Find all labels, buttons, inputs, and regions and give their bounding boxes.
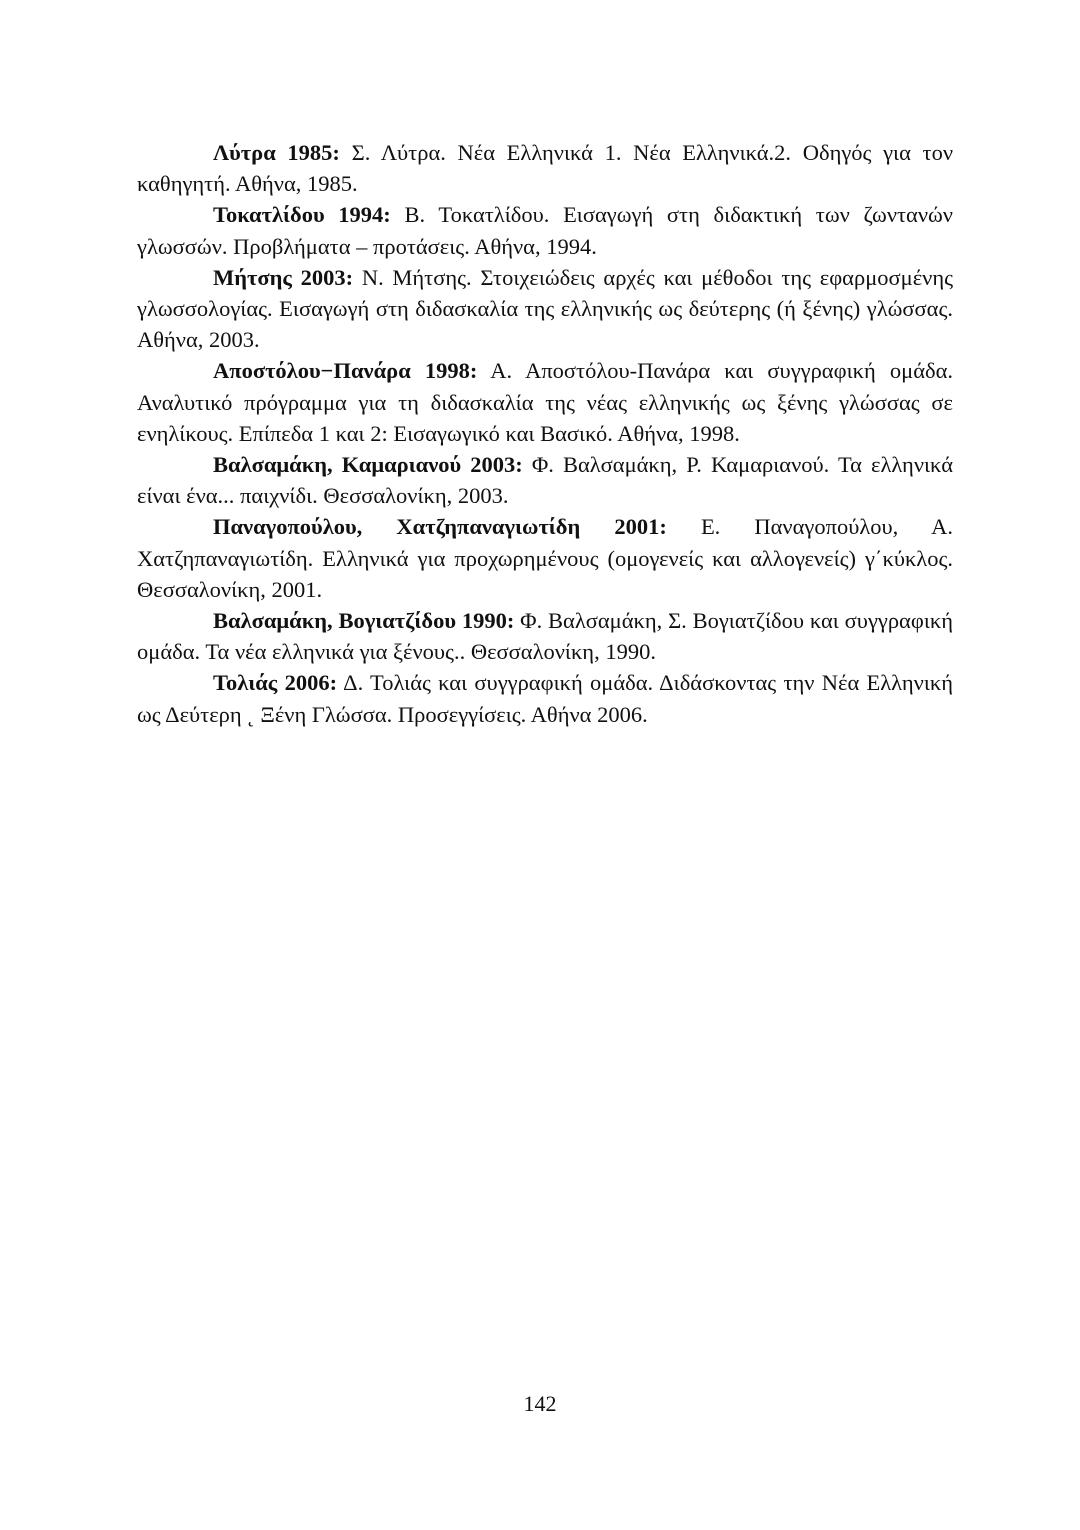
- bibliography-entry: [137, 199, 953, 261]
- bibliography-list: [137, 137, 953, 730]
- entry-citation-key: Αποστόλου−Πανάρα 1998:: [213, 358, 478, 384]
- bibliography-entry: [137, 137, 953, 199]
- entry-citation-key: Βαλσαμάκη, Βογιατζίδου 1990:: [213, 608, 515, 634]
- bibliography-entry: [137, 449, 953, 511]
- entry-text: Φ. Βαλσαμάκη, Σ. Βογιατζίδου και συγγραφική ομάδα. Τα νέα ελληνικά για ξένους.. Θεσσαλονίκη, 1990.: [137, 608, 953, 665]
- entry-text: Β. Τοκατλίδου. Εισαγωγή στη διδακτική των ζωντανών γλωσσών. Προβλήματα – προτάσεις. Αθήνα, 1994.: [137, 202, 953, 259]
- entry-citation-key: Λύτρα 1985:: [213, 140, 340, 165]
- entry-text: Ν. Μήτσης. Στοιχειώδεις αρχές και μέθοδοι της εφαρμοσμένης γλωσσολογίας. Εισαγωγή στη διδασκαλία της ελληνικής ως δεύτερης (ή ξένης) γλώσσας. Αθήνα, 2003.: [137, 264, 953, 353]
- entry-text: Φ. Βαλσαμάκη, Ρ. Καμαριανού. Τα ελληνικά είναι ένα... παιχνίδι. Θεσσαλονίκη, 2003.: [137, 452, 953, 509]
- bibliography-entry: [137, 262, 953, 356]
- entry-text: Δ. Τολιάς και συγγραφική ομάδα. Διδάσκοντας την Νέα Ελληνική ως Δεύτερη ˛ Ξένη Γλώσσα. Προσεγγίσεις. Αθήνα 2006.: [137, 670, 953, 727]
- entry-text: Ε. Παναγοπούλου, Α. Χατζηπαναγιωτίδη. Ελληνικά για προχωρημένους (ομογενείς και αλλογενείς) γ΄κύκλος. Θεσσαλονίκη, 2001.: [137, 514, 953, 602]
- entry-citation-key: Μήτσης 2003:: [213, 264, 354, 290]
- entry-text: Σ. Λύτρα. Νέα Ελληνικά 1. Νέα Ελληνικά.2. Οδηγός για τον καθηγητή. Αθήνα, 1985.: [137, 140, 953, 197]
- entry-citation-key: Βαλσαμάκη, Καμαριανού 2003:: [213, 452, 523, 478]
- bibliography-entry: [137, 511, 953, 605]
- bibliography-entry: [137, 667, 953, 729]
- entry-citation-key: Τολιάς 2006:: [213, 670, 338, 696]
- entry-citation-key: Παναγοπούλου, Χατζηπαναγιωτίδη 2001:: [213, 514, 667, 540]
- page-number: 142: [523, 1391, 557, 1416]
- entry-citation-key: Τοκατλίδου 1994:: [213, 202, 391, 228]
- entry-text: Α. Αποστόλου-Πανάρα και συγγραφική ομάδα. Αναλυτικό πρόγραμμα για τη διδασκαλία της νέας ελληνικής ως ξένης γλώσσας σε ενηλίκους. Επίπεδα 1 και 2: Εισαγωγικό και Βασικό. Αθήνα, 1998.: [137, 358, 953, 446]
- bibliography-entry: [137, 355, 953, 449]
- bibliography-entry: [137, 605, 953, 667]
